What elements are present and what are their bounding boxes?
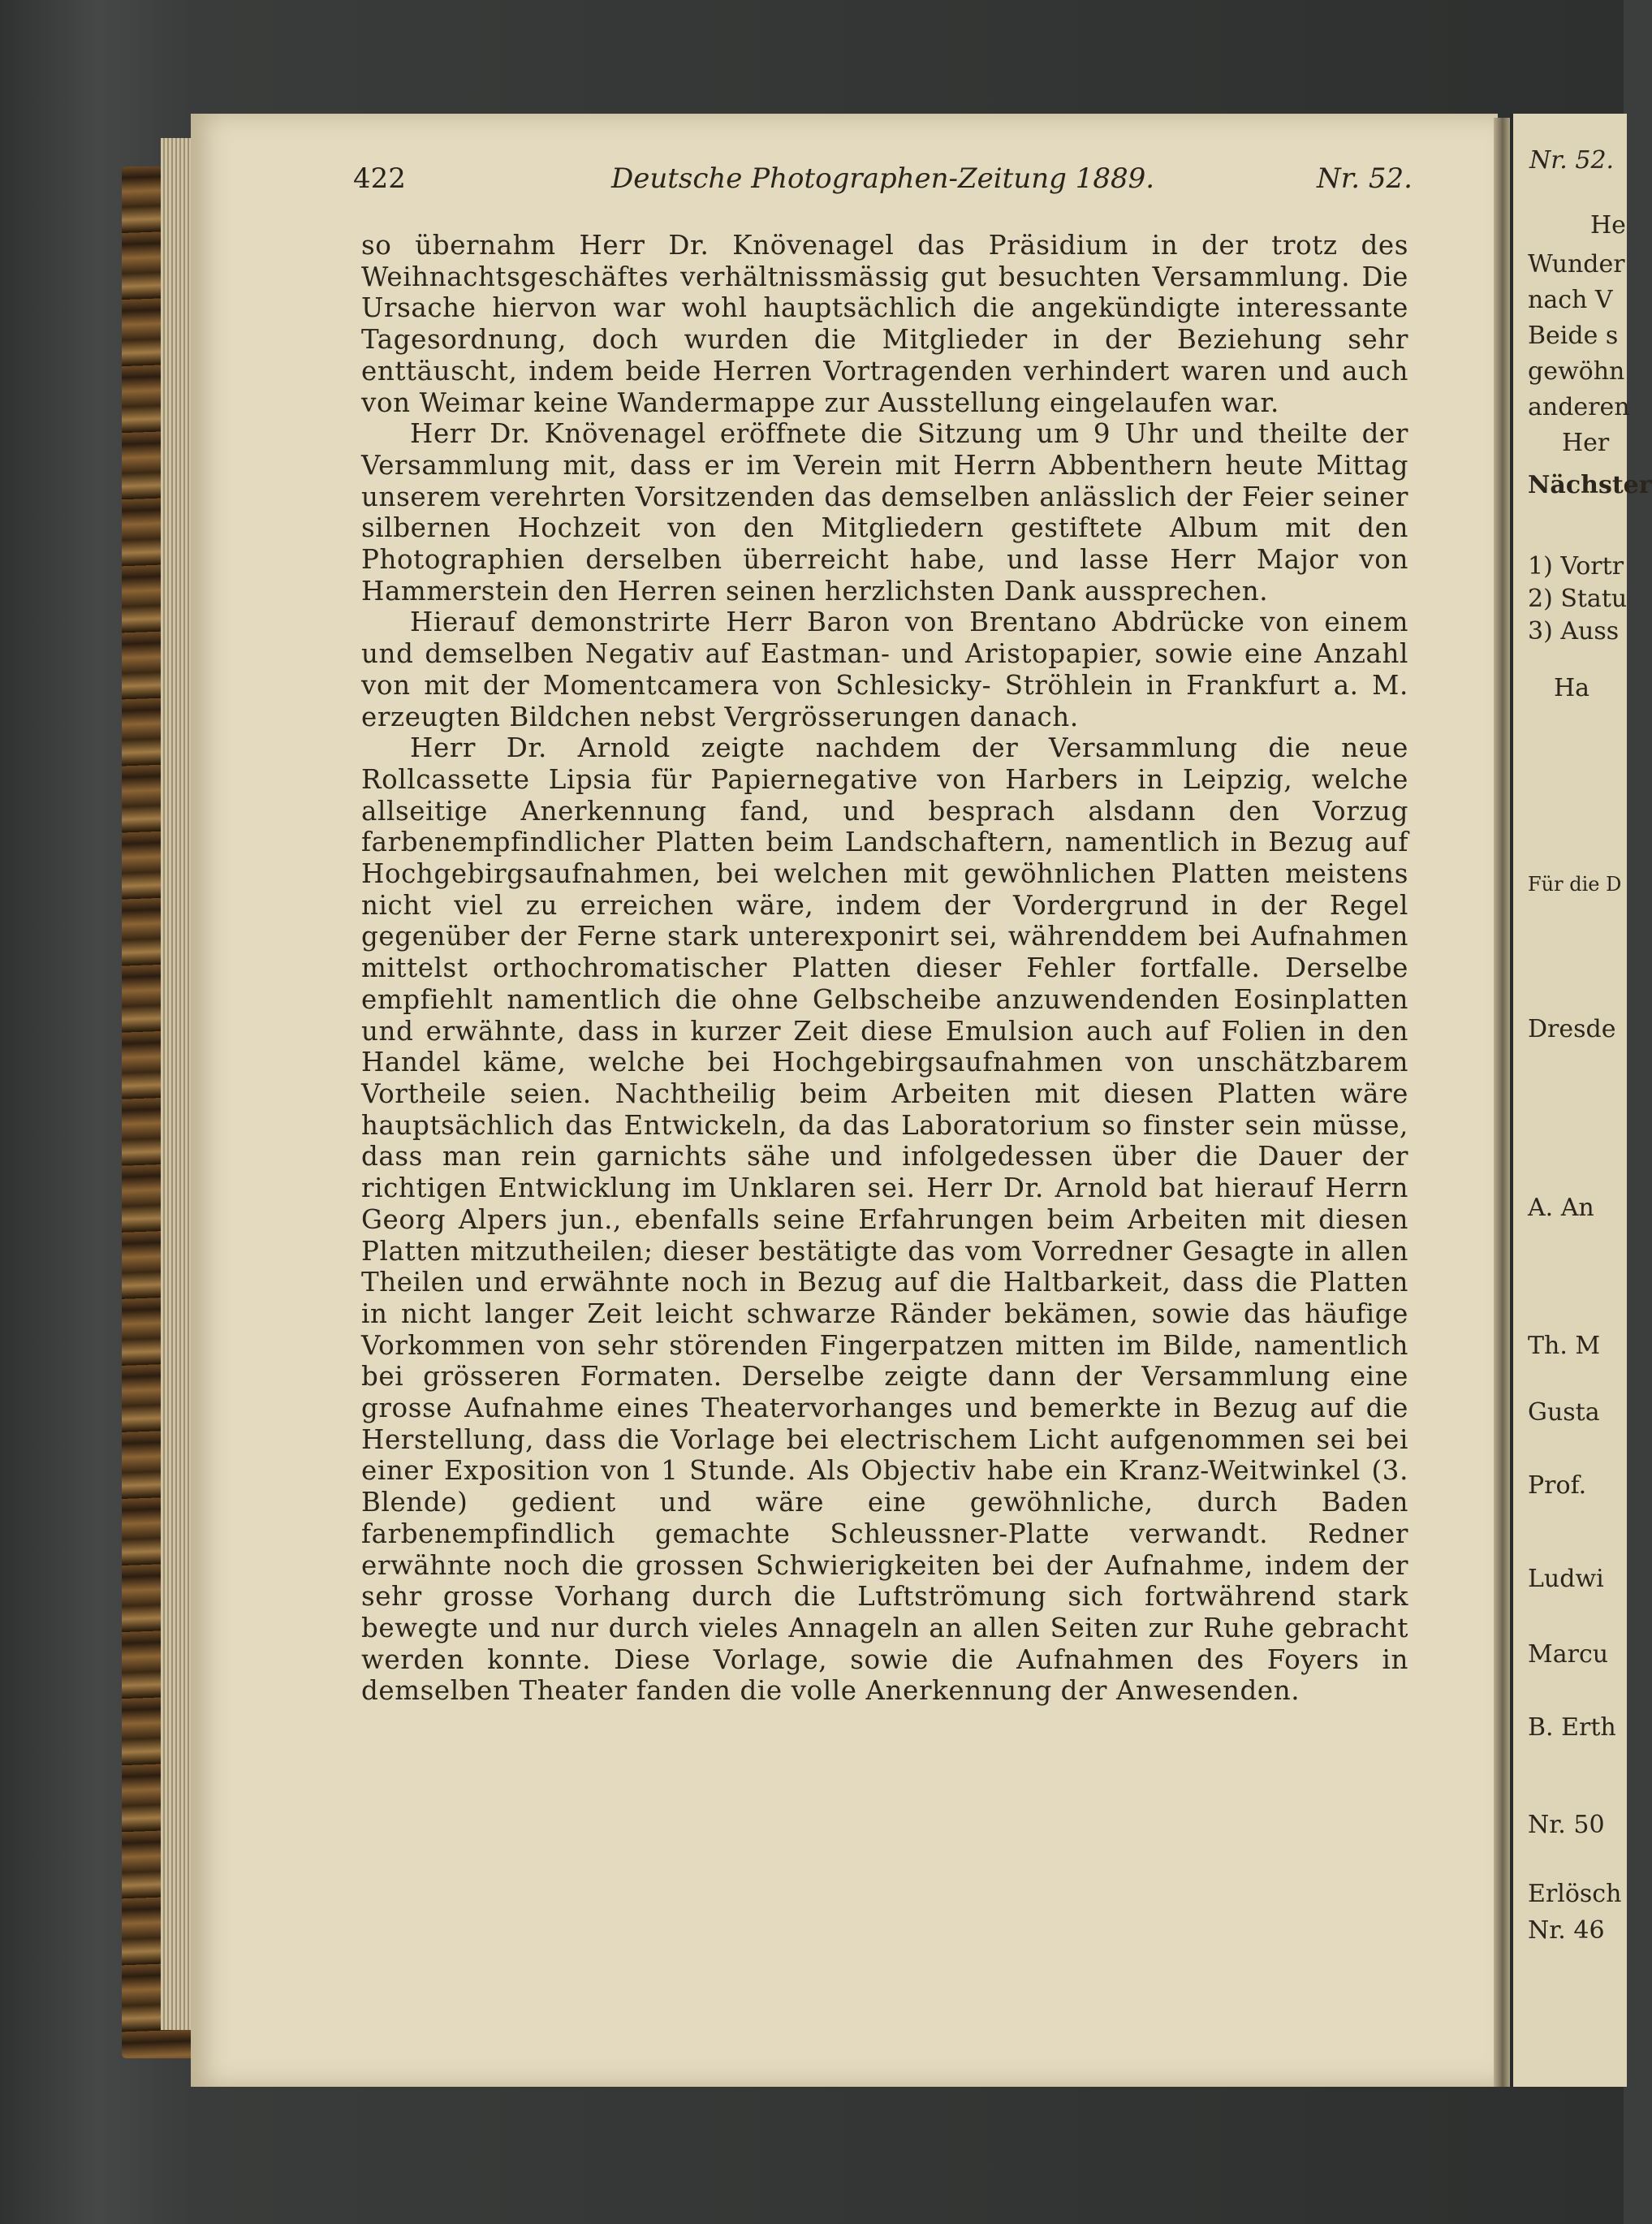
right-page-fragment — [1510, 114, 1652, 2087]
right-page-line: gewöhn — [1528, 357, 1625, 386]
right-page-line: Nr. 50 — [1528, 1811, 1605, 1839]
right-page-line: B. Erth — [1528, 1713, 1616, 1742]
paragraph: Hierauf demonstrirte Herr Baron von Brentano Abdrücke von einem und demselben Negativ auf Eastman- und Aristopapier, sowie eine Anzahl von mit der Momentcamera von Schlesicky- Ströhlein in Frankfurt a. M. erzeugten Bildchen nebst Vergrösserungen danach. — [361, 607, 1408, 732]
article-body — [361, 230, 1408, 1707]
right-page-line: 1) Vortr — [1528, 552, 1624, 581]
running-header — [353, 162, 1413, 203]
right-page-line: Für die D — [1528, 873, 1622, 896]
right-page-line: Her — [1562, 429, 1610, 457]
page-number: 422 — [353, 162, 406, 195]
right-page-line: nach V — [1528, 286, 1613, 314]
issue-number: Nr. 52. — [1317, 162, 1413, 195]
paragraph: Herr Dr. Arnold zeigte nachdem der Versammlung die neue Rollcassette Lipsia für Papiernegative von Harbers in Leipzig, welche allseitige Anerkennung fand, und besprach alsdann den Vorzug farbenempfindlicher Platten beim Landschaftern, namentlich in Bezug auf Hochgebirgsaufnahmen, bei welchen mit gewöhnlichen Platten meistens nicht viel zu erreichen wäre, indem der Vordergrund in der Regel gegenüber der Ferne stark unterexponirt sei, währenddem bei Aufnahmen mittelst orthochromatischer Platten dieser Fehler fortfalle. Derselbe empfiehlt namentlich die ohne Gelbscheibe anzuwendenden Eosinplatten und erwähnte, dass in kurzer Zeit diese Emulsion auch auf Folien in den Handel käme, welche bei Hochgebirgsaufnahmen von unschätzbarem Vortheile seien. Nachtheilig beim Arbeiten mit diesen Platten wäre hauptsächlich das Entwickeln, da das Laboratorium so finster sein müsse, dass man rein garnichts sähe und infolgedessen über die Dauer der richtigen Entwicklung im Unklaren sei. Herr Dr. Arnold bat hierauf Herrn Georg Alpers jun., ebenfalls seine Erfahrungen beim Arbeiten mit diesen Platten mitzutheilen; dieser bestätigte das vom Vorredner Gesagte in allen Theilen und erwähnte noch in Bezug auf die Haltbarkeit, dass die Platten in nicht langer Zeit leicht schwarze Ränder bekämen, sowie das häufige Vorkommen von sehr störenden Fingerpatzen mitten im Bilde, namentlich bei grösseren Formaten. Derselbe zeigte dann der Versammlung eine grosse Aufnahme eines Theatervorhanges und bemerkte in Bezug auf die Herstellung, dass die Vorlage bei electrischem Licht aufgenommen sei bei einer Exposition von 1 Stunde. Als Objectiv habe ein Kranz-Weitwinkel (3. Blende) gedient und wäre eine gewöhnliche, durch Baden farbenempfindlich gemachte Schleussner-Platte verwandt. Redner erwähnte noch die grossen Schwierigkeiten bei der Aufnahme, indem der sehr grosse Vorhang durch die Luftströmung sich fortwährend stark bewegte und nur durch vieles Annageln an allen Seiten zur Ruhe gebracht werden konnte. Diese Vorlage, sowie die Aufnahmen des Foyers in demselben Theater fanden die volle Anerkennung der Anwesenden. — [361, 732, 1408, 1707]
right-page-line: Marcu — [1528, 1640, 1609, 1669]
paragraph: so übernahm Herr Dr. Knövenagel das Präsidium in der trotz des Weihnachtsgeschäftes verhältnissmässig gut besuchten Versammlung. Die Ursache hiervon war wohl hauptsächlich die angekündigte interessante Tagesordnung, doch wurden die Mitglieder in der Beziehung sehr enttäuscht, indem beide Herren Vortragenden verhindert waren und auch von Weimar keine Wandermappe zur Ausstellung eingelaufen war. — [361, 230, 1408, 418]
right-page-line: anderen — [1528, 393, 1630, 421]
right-page-line: 3) Auss — [1528, 617, 1620, 646]
journal-title: Deutsche Photographen-Zeitung 1889. — [610, 162, 1155, 195]
book-gutter — [1494, 118, 1512, 2087]
right-page-line: Th. M — [1528, 1332, 1601, 1360]
right-page-line: He — [1590, 211, 1626, 240]
right-page-line: Ludwi — [1528, 1565, 1604, 1593]
right-page-line: Prof. — [1528, 1471, 1587, 1500]
right-page-line: Erlösch — [1528, 1880, 1622, 1908]
right-page-line: Ha — [1554, 674, 1590, 702]
right-page-line: Dresde — [1528, 1015, 1616, 1043]
right-page-line: Nr. 52. — [1529, 146, 1615, 175]
right-page-line: Gusta — [1528, 1398, 1600, 1427]
right-page-line: Wunder — [1528, 250, 1625, 279]
paragraph: Herr Dr. Knövenagel eröffnete die Sitzung um 9 Uhr und theilte der Versammlung mit, dass er im Verein mit Herrn Abbenthern heute Mittag unserem verehrten Vorsitzenden das demselben anlässlich der Feier seiner silbernen Hochzeit von den Mitgliedern gestiftete Album mit den Photographien derselben überreicht habe, und lasse Herr Major von Hammerstein den Herren seinen herzlichsten Dank aussprechen. — [361, 418, 1408, 607]
right-page-line: Nächster — [1528, 471, 1652, 499]
right-page-line: 2) Statu — [1528, 585, 1628, 613]
right-page-line: Beide s — [1528, 322, 1619, 350]
right-page-line: A. An — [1528, 1194, 1594, 1222]
right-page-line: Nr. 46 — [1528, 1916, 1605, 1945]
